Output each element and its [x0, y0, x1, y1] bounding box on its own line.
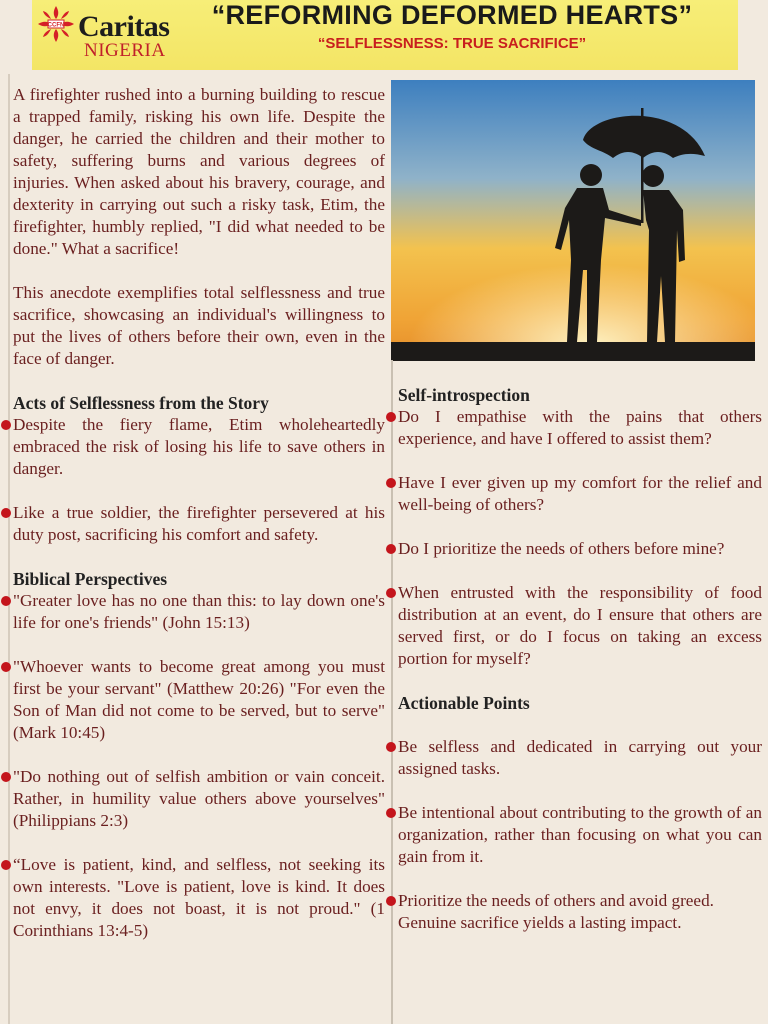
bullet-dot-icon: [1, 420, 11, 430]
bullet-dot-icon: [386, 588, 396, 598]
header-banner: [32, 0, 738, 70]
caritas-flame-cross-icon: [34, 2, 78, 46]
bullet-dot-icon: [1, 772, 11, 782]
introspection-item-4: When entrusted with the responsibility of food distribution at an event, do I ensure that others are served first, or do I focus on taking an excess portion for myself?: [398, 582, 762, 670]
bullet-dot-icon: [386, 412, 396, 422]
biblical-item-1: "Greater love has no one than this: to lay down one's life for one's friends" (John 15:13): [13, 590, 385, 634]
intro-paragraph-1: A firefighter rushed into a burning building to rescue a trapped family, risking his own life. Despite the danger, he carried the children and their mother to safety, suffering burns and various degrees of injuries. When asked about his bravery, courage, and dexterity in carrying out such a risky task, Etim, the firefighter, humbly replied, "I did what needed to be done." What a sacrifice!: [13, 85, 385, 258]
intro-paragraph-2: This anecdote exemplifies total selflessness and true sacrifice, showcasing an individual's willingness to put the lives of others before their own, even in the face of danger.: [13, 283, 385, 368]
actionable-heading: Actionable Points: [398, 693, 530, 713]
left-column: [13, 84, 385, 942]
introspection-item-3: Do I prioritize the needs of others before mine?: [398, 538, 762, 560]
svg-text:CCFN: CCFN: [47, 22, 65, 29]
acts-heading: Acts of Selflessness from the Story: [13, 393, 269, 413]
bullet-dot-icon: [1, 596, 11, 606]
bullet-dot-icon: [386, 896, 396, 906]
actionable-item-3: Prioritize the needs of others and avoid greed.: [398, 890, 762, 912]
closing-line: Genuine sacrifice yields a lasting impact.: [398, 913, 682, 932]
left-edge-line: [8, 74, 10, 1024]
right-column: [398, 384, 762, 934]
umbrella-silhouette-illustration: [391, 80, 755, 361]
bullet-dot-icon: [1, 860, 11, 870]
bullet-dot-icon: [1, 508, 11, 518]
page-subtitle: “SELFLESSNESS: TRUE SACRIFICE”: [317, 35, 587, 52]
logo-wordmark: Caritas: [78, 10, 170, 43]
biblical-heading: Biblical Perspectives: [13, 569, 168, 589]
caritas-logo: [34, 0, 184, 66]
biblical-item-4: “Love is patient, kind, and selfless, not seeking its own interests. "Love is patient, love is kind. It does not envy, it does not boast, it is not proud." (1 Corinthians 13:4-5): [13, 854, 385, 942]
acts-item-1: Despite the fiery flame, Etim wholeheartedly embraced the risk of losing his life to save others in danger.: [13, 414, 385, 480]
acts-item-2: Like a true soldier, the firefighter persevered at his duty post, sacrificing his comfort and safety.: [13, 502, 385, 546]
biblical-item-3: "Do nothing out of selfish ambition or vain conceit. Rather, in humility value others above yourselves" (Philippians 2:3): [13, 766, 385, 832]
bullet-dot-icon: [1, 662, 11, 672]
bullet-dot-icon: [386, 808, 396, 818]
biblical-item-2: "Whoever wants to become great among you must first be your servant" (Matthew 20:26) "For even the Son of Man did not come to be served, but to serve" (Mark 10:45): [13, 656, 385, 744]
bullet-dot-icon: [386, 544, 396, 554]
bullet-dot-icon: [386, 478, 396, 488]
column-divider: [391, 360, 393, 1024]
actionable-item-1: Be selfless and dedicated in carrying out your assigned tasks.: [398, 736, 762, 780]
introspection-heading: Self-introspection: [398, 385, 530, 405]
actionable-item-2: Be intentional about contributing to the growth of an organization, rather than focusing on what you can gain from it.: [398, 802, 762, 868]
introspection-item-1: Do I empathise with the pains that others experience, and have I offered to assist them?: [398, 406, 762, 450]
introspection-item-2: Have I ever given up my comfort for the relief and well-being of others?: [398, 472, 762, 516]
bullet-dot-icon: [386, 742, 396, 752]
logo-country: NIGERIA: [84, 40, 166, 61]
page-title: “REFORMING DEFORMED HEARTS”: [211, 0, 693, 30]
